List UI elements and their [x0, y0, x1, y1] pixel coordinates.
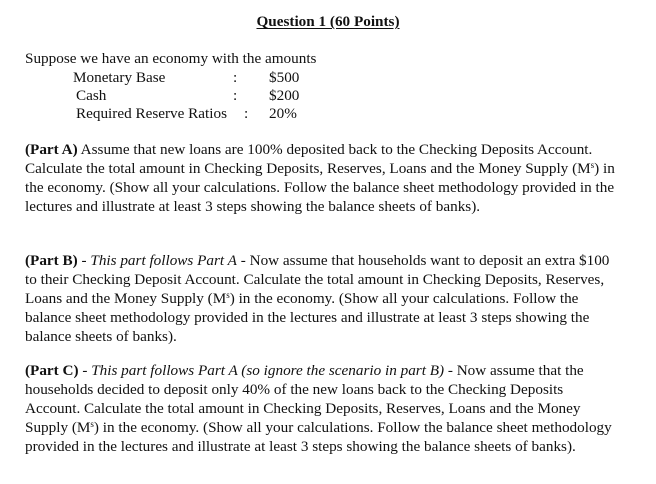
part-b-text-end: ) in the economy. (Show all your calculations. Follow the balance sheet methodology provided in the lectures and illustrate at least 3 steps showing the balance sheets of banks).: [25, 290, 590, 345]
part-b-paragraph: [25, 251, 615, 346]
part-c-italic-note: This part follows Part A (so ignore the scenario in part B): [91, 362, 445, 379]
amount-separator: :: [244, 105, 249, 122]
amount-label: Monetary Base: [73, 69, 166, 86]
part-b-text: - Now assume that households want to deposit an extra $100 to their Checking Deposit Account. Calculate the total amount in Checking Deposits, Reserves, Loans and the Money Supply (M: [25, 252, 610, 307]
intro-text: Suppose we have an economy with the amounts: [25, 50, 317, 67]
part-a-text: Assume that new loans are 100% deposited back to the Checking Deposits Account. Calculate the total amount in Checking Deposits, Reserves, Loans and the Money Supply (M: [25, 141, 593, 177]
amount-label: Cash: [76, 87, 107, 104]
amount-row-reserve-ratio: [73, 104, 323, 122]
question-title: [0, 12, 656, 32]
question-title-text: Question 1 (60 Points): [256, 13, 400, 30]
part-c-text: - Now assume that the households decided to deposit only 40% of the new loans back to the Checking Deposits Account. Calculate the total amount in Checking Deposits, Reserves, Loans and the Money Supply (M: [25, 362, 584, 436]
part-c-text-end: ) in the economy. (Show all your calculations. Follow the balance sheet methodology provided in the lectures and illustrate at least 3 steps showing the balance sheets of banks).: [25, 419, 612, 455]
amounts-table: [73, 68, 323, 122]
amount-separator: :: [233, 87, 238, 104]
part-c-label: (Part C): [25, 362, 79, 379]
amount-row-monetary-base: [73, 68, 323, 86]
part-a-label: (Part A): [25, 141, 78, 158]
amount-value: $500: [269, 69, 300, 86]
part-c-paragraph: [25, 361, 615, 456]
amount-row-cash: [73, 86, 323, 104]
part-b-label: (Part B): [25, 252, 78, 269]
part-c-dash: -: [78, 362, 92, 379]
part-b-dash: -: [77, 252, 91, 269]
amount-separator: :: [233, 69, 238, 86]
money-supply-superscript: s: [90, 419, 94, 429]
part-b-italic-note: This part follows Part A: [90, 252, 237, 269]
money-supply-superscript: s: [590, 160, 595, 170]
amount-value: $200: [269, 87, 300, 104]
part-a-paragraph: [25, 140, 615, 216]
amount-value: 20%: [269, 105, 297, 122]
part-a-text-end: ) in the economy. (Show all your calculations. Follow the balance sheet methodology provided in the lectures and illustrate at least 3 steps showing the balance sheets of banks).: [25, 160, 615, 215]
amount-label: Required Reserve Ratios: [76, 105, 227, 122]
money-supply-superscript: s: [226, 290, 230, 300]
